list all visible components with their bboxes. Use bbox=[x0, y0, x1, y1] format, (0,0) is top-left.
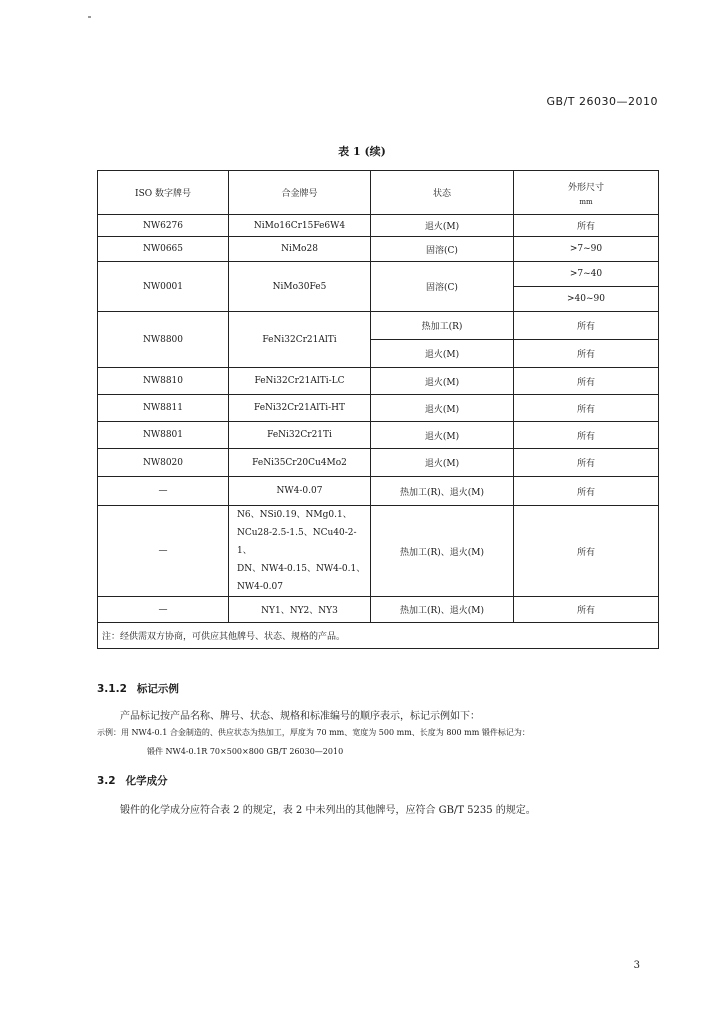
table-row bbox=[98, 506, 659, 597]
section-number: 3.1.2 bbox=[97, 683, 127, 695]
section-title: 标记示例 bbox=[136, 683, 179, 695]
iso-cell: NW8810 bbox=[98, 368, 229, 395]
alloy-cell: FeNi35Cr20Cu4Mo2 bbox=[229, 449, 371, 477]
table-row bbox=[98, 368, 659, 395]
iso-cell: NW0665 bbox=[98, 237, 229, 262]
col-header-size bbox=[514, 171, 659, 215]
col-header-state: 状态 bbox=[371, 171, 514, 215]
alloy-cell: NW4-0.07 bbox=[229, 477, 371, 506]
state-cell: 热加工(R)、退火(M) bbox=[371, 506, 514, 597]
alloy-cell: NY1、NY2、NY3 bbox=[229, 597, 371, 623]
state-cell: 退火(M) bbox=[371, 368, 514, 395]
size-cell: 所有 bbox=[514, 477, 659, 506]
table-note-row bbox=[98, 623, 659, 649]
iso-cell: NW8020 bbox=[98, 449, 229, 477]
alloy-cell: NiMo28 bbox=[229, 237, 371, 262]
alloy-cell: NiMo30Fe5 bbox=[229, 262, 371, 312]
size-cell: >7~90 bbox=[514, 237, 659, 262]
iso-cell: — bbox=[98, 506, 229, 597]
alloy-cell: NiMo16Cr15Fe6W4 bbox=[229, 215, 371, 237]
table-row bbox=[98, 237, 659, 262]
table-row bbox=[98, 215, 659, 237]
state-cell: 固溶(C) bbox=[371, 262, 514, 312]
col-header-size-label: 外形尺寸 bbox=[567, 182, 604, 193]
section-title: 化学成分 bbox=[125, 775, 168, 787]
table-row bbox=[98, 422, 659, 449]
iso-cell: — bbox=[98, 597, 229, 623]
table-row bbox=[98, 262, 659, 287]
size-cell: 所有 bbox=[514, 368, 659, 395]
table-row bbox=[98, 449, 659, 477]
iso-cell: — bbox=[98, 477, 229, 506]
iso-cell: NW8801 bbox=[98, 422, 229, 449]
size-cell: 所有 bbox=[514, 449, 659, 477]
section-312-heading bbox=[97, 681, 179, 696]
alloy-cell: FeNi32Cr21Ti bbox=[229, 422, 371, 449]
marking-example: 示例：用 NW4-0.1 合金制造的、供应状态为热加工，厚度为 70 mm、宽度为 500 mm、长度为 800 mm 锻件标记为： bbox=[97, 728, 530, 737]
table-caption: 表 1 (续) bbox=[338, 145, 386, 158]
scan-speck bbox=[88, 16, 91, 18]
state-cell: 退火(M) bbox=[371, 449, 514, 477]
alloy-line: N6、NSi0.19、NMg0.1、 bbox=[237, 510, 352, 520]
table-row bbox=[98, 312, 659, 340]
alloy-cell: FeNi32Cr21AlTi bbox=[229, 312, 371, 368]
col-header-size-unit: mm bbox=[579, 197, 593, 206]
page-number: 3 bbox=[633, 960, 640, 971]
alloy-cell-multiline bbox=[229, 506, 371, 597]
table-row bbox=[98, 395, 659, 422]
alloy-line: DN、NW4-0.15、NW4-0.1、 bbox=[237, 564, 366, 574]
iso-cell: NW8800 bbox=[98, 312, 229, 368]
section-number: 3.2 bbox=[97, 775, 116, 787]
iso-cell: NW8811 bbox=[98, 395, 229, 422]
section-32-heading bbox=[97, 773, 168, 788]
state-cell: 热加工(R) bbox=[371, 312, 514, 340]
size-cell: >40~90 bbox=[514, 287, 659, 312]
iso-cell: NW6276 bbox=[98, 215, 229, 237]
size-cell: 所有 bbox=[514, 340, 659, 368]
iso-cell: NW0001 bbox=[98, 262, 229, 312]
size-cell: >7~40 bbox=[514, 262, 659, 287]
alloy-line: NCu28-2.5-1.5、NCu40-2-1、 bbox=[237, 528, 357, 556]
table-row bbox=[98, 477, 659, 506]
alloy-line: NW4-0.07 bbox=[237, 582, 283, 592]
table-row bbox=[98, 597, 659, 623]
col-header-iso: ISO 数字牌号 bbox=[98, 171, 229, 215]
standard-code: GB/T 26030—2010 bbox=[546, 95, 658, 108]
chemical-composition-paragraph: 锻件的化学成分应符合表 2 的规定，表 2 中未列出的其他牌号，应符合 GB/T 5235 的规定。 bbox=[120, 805, 536, 816]
alloy-cell: FeNi32Cr21AlTi-LC bbox=[229, 368, 371, 395]
marking-paragraph: 产品标记按产品名称、牌号、状态、规格和标准编号的顺序表示，标记示例如下： bbox=[120, 711, 480, 722]
state-cell: 热加工(R)、退火(M) bbox=[371, 597, 514, 623]
col-header-alloy: 合金牌号 bbox=[229, 171, 371, 215]
table-note: 注：经供需双方协商，可供应其他牌号、状态、规格的产品。 bbox=[98, 623, 659, 649]
size-cell: 所有 bbox=[514, 312, 659, 340]
size-cell: 所有 bbox=[514, 395, 659, 422]
state-cell: 固溶(C) bbox=[371, 237, 514, 262]
size-cell: 所有 bbox=[514, 422, 659, 449]
state-cell: 退火(M) bbox=[371, 215, 514, 237]
state-cell: 热加工(R)、退火(M) bbox=[371, 477, 514, 506]
size-cell: 所有 bbox=[514, 215, 659, 237]
alloy-cell: FeNi32Cr21AlTi-HT bbox=[229, 395, 371, 422]
marking-sample: 锻件 NW4-0.1R 70×500×800 GB/T 26030—2010 bbox=[147, 747, 344, 756]
table-header-row bbox=[98, 171, 659, 215]
size-cell: 所有 bbox=[514, 597, 659, 623]
state-cell: 退火(M) bbox=[371, 340, 514, 368]
state-cell: 退火(M) bbox=[371, 395, 514, 422]
product-table bbox=[97, 170, 659, 649]
size-cell: 所有 bbox=[514, 506, 659, 597]
state-cell: 退火(M) bbox=[371, 422, 514, 449]
